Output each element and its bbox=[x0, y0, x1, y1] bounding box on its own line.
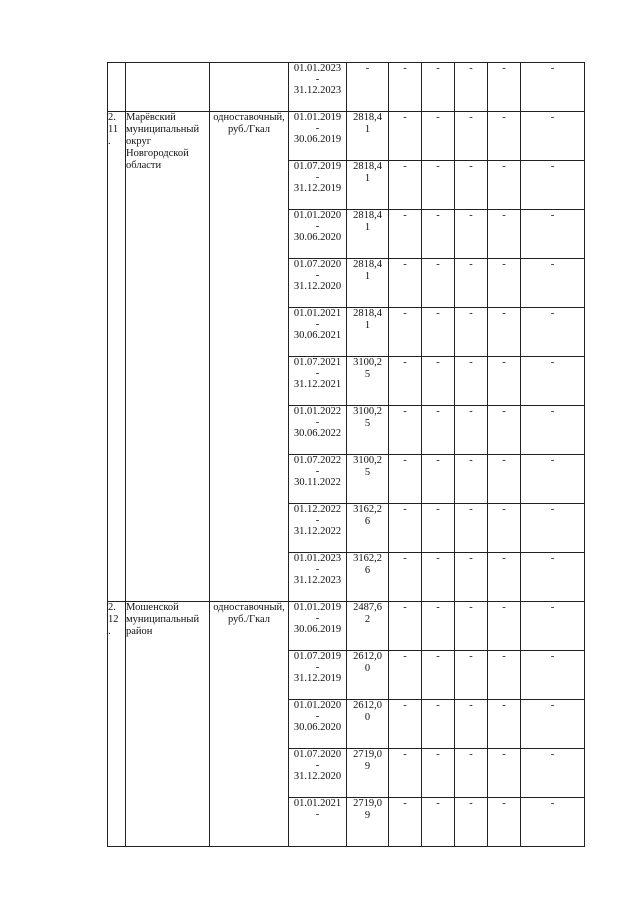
period-start: 01.01.2020 bbox=[293, 700, 342, 711]
empty-value-cell: - bbox=[389, 749, 422, 798]
tariff-value: 2612,0 0 bbox=[347, 651, 389, 700]
empty-value-cell: - bbox=[488, 504, 521, 553]
empty-value-cell: - bbox=[488, 651, 521, 700]
empty-value-cell: - bbox=[389, 455, 422, 504]
period-end: 30.06.2021 bbox=[293, 330, 342, 341]
period-cell bbox=[289, 455, 347, 504]
empty-value-cell: - bbox=[422, 308, 455, 357]
empty-value-cell: - bbox=[389, 308, 422, 357]
empty-value-cell: - bbox=[488, 455, 521, 504]
municipality-name: Марёвский муниципальный округ Новгородской области bbox=[126, 112, 210, 602]
period-start: 01.12.2022 bbox=[293, 504, 342, 515]
empty-value-cell: - bbox=[455, 455, 488, 504]
empty-value-cell: - bbox=[455, 210, 488, 259]
municipality-name bbox=[126, 63, 210, 112]
period-end: 31.12.2019 bbox=[293, 673, 342, 684]
period-sep: - bbox=[315, 613, 320, 624]
period-end: 31.12.2022 bbox=[293, 526, 342, 537]
empty-value-cell: - bbox=[422, 259, 455, 308]
period-start: 01.07.2019 bbox=[293, 161, 342, 172]
empty-value-cell: - bbox=[455, 553, 488, 602]
period-end: 30.06.2022 bbox=[293, 428, 342, 439]
period-end: 30.06.2020 bbox=[293, 722, 342, 733]
empty-value-cell: - bbox=[488, 161, 521, 210]
empty-value-cell: - bbox=[521, 112, 585, 161]
tariff-type bbox=[210, 63, 289, 112]
empty-value-cell: - bbox=[422, 798, 455, 847]
empty-value-cell: - bbox=[422, 651, 455, 700]
period-end: 30.06.2020 bbox=[293, 232, 342, 243]
period-end: 31.12.2023 bbox=[293, 85, 342, 96]
tariff-value: 2719,0 9 bbox=[347, 749, 389, 798]
empty-value-cell: - bbox=[422, 553, 455, 602]
empty-value-cell: - bbox=[422, 112, 455, 161]
empty-value-cell: - bbox=[521, 798, 585, 847]
empty-value-cell: - bbox=[422, 357, 455, 406]
period-sep: - bbox=[315, 564, 320, 575]
empty-value-cell: - bbox=[455, 749, 488, 798]
period-sep: - bbox=[315, 368, 320, 379]
empty-value-cell: - bbox=[389, 161, 422, 210]
empty-value-cell: - bbox=[521, 749, 585, 798]
period-start: 01.01.2019 bbox=[293, 602, 342, 613]
empty-value-cell: - bbox=[488, 308, 521, 357]
empty-value-cell: - bbox=[488, 553, 521, 602]
tariff-table bbox=[107, 62, 585, 847]
tariff-value: 2612,0 0 bbox=[347, 700, 389, 749]
period-sep: - bbox=[315, 123, 320, 134]
period-start: 01.01.2021 bbox=[293, 308, 342, 319]
empty-value-cell: - bbox=[389, 112, 422, 161]
period-cell bbox=[289, 112, 347, 161]
empty-value-cell: - bbox=[521, 602, 585, 651]
empty-value-cell: - bbox=[488, 112, 521, 161]
period-cell bbox=[289, 210, 347, 259]
period-cell bbox=[289, 798, 347, 847]
empty-value-cell: - bbox=[521, 700, 585, 749]
period-sep: - bbox=[315, 711, 320, 722]
tariff-value: - bbox=[347, 63, 389, 112]
period-end: 31.12.2020 bbox=[293, 281, 342, 292]
period-end: 31.12.2023 bbox=[293, 575, 342, 586]
empty-value-cell: - bbox=[389, 259, 422, 308]
empty-value-cell: - bbox=[521, 161, 585, 210]
tariff-value: 2818,4 1 bbox=[347, 259, 389, 308]
period-end: 30.06.2019 bbox=[293, 624, 342, 635]
empty-value-cell: - bbox=[389, 798, 422, 847]
period-cell bbox=[289, 357, 347, 406]
empty-value-cell: - bbox=[488, 700, 521, 749]
period-cell bbox=[289, 259, 347, 308]
empty-value-cell: - bbox=[521, 259, 585, 308]
empty-value-cell: - bbox=[488, 210, 521, 259]
period-cell bbox=[289, 553, 347, 602]
period-start: 01.01.2023 bbox=[293, 553, 342, 564]
period-start: 01.07.2020 bbox=[293, 749, 342, 760]
empty-value-cell: - bbox=[488, 406, 521, 455]
period-sep: - bbox=[315, 417, 320, 428]
empty-value-cell: - bbox=[389, 651, 422, 700]
empty-value-cell: - bbox=[389, 63, 422, 112]
period-sep: - bbox=[315, 270, 320, 281]
tariff-value: 2487,6 2 bbox=[347, 602, 389, 651]
tariff-value: 3100,2 5 bbox=[347, 406, 389, 455]
empty-value-cell: - bbox=[422, 210, 455, 259]
tariff-value: 3100,2 5 bbox=[347, 455, 389, 504]
period-start: 01.01.2021 bbox=[293, 798, 342, 809]
empty-value-cell: - bbox=[389, 406, 422, 455]
tariff-value: 2818,4 1 bbox=[347, 161, 389, 210]
empty-value-cell: - bbox=[521, 651, 585, 700]
empty-value-cell: - bbox=[422, 455, 455, 504]
empty-value-cell: - bbox=[455, 308, 488, 357]
empty-value-cell: - bbox=[521, 406, 585, 455]
period-end: 30.11.2022 bbox=[294, 477, 341, 488]
period-cell bbox=[289, 63, 347, 112]
period-cell bbox=[289, 651, 347, 700]
empty-value-cell: - bbox=[422, 504, 455, 553]
empty-value-cell: - bbox=[422, 406, 455, 455]
period-cell bbox=[289, 602, 347, 651]
period-end: 31.12.2019 bbox=[293, 183, 342, 194]
table-row bbox=[108, 112, 585, 161]
empty-value-cell: - bbox=[455, 112, 488, 161]
period-sep: - bbox=[315, 662, 320, 673]
tariff-value: 2818,4 1 bbox=[347, 112, 389, 161]
period-cell bbox=[289, 749, 347, 798]
empty-value-cell: - bbox=[455, 700, 488, 749]
period-start: 01.01.2023 bbox=[293, 63, 342, 74]
row-index bbox=[108, 63, 126, 112]
empty-value-cell: - bbox=[422, 700, 455, 749]
period-start: 01.07.2022 bbox=[293, 455, 342, 466]
empty-value-cell: - bbox=[455, 63, 488, 112]
period-end: 30.06.2019 bbox=[293, 134, 342, 145]
empty-value-cell: - bbox=[521, 455, 585, 504]
empty-value-cell: - bbox=[521, 357, 585, 406]
row-index: 2. 12 . bbox=[108, 602, 126, 847]
period-start: 01.07.2019 bbox=[293, 651, 342, 662]
period-cell bbox=[289, 308, 347, 357]
tariff-value: 2818,4 1 bbox=[347, 210, 389, 259]
empty-value-cell: - bbox=[455, 798, 488, 847]
empty-value-cell: - bbox=[422, 63, 455, 112]
empty-value-cell: - bbox=[455, 602, 488, 651]
period-start: 01.07.2020 bbox=[293, 259, 342, 270]
empty-value-cell: - bbox=[488, 749, 521, 798]
empty-value-cell: - bbox=[488, 259, 521, 308]
row-index: 2. 11 . bbox=[108, 112, 126, 602]
empty-value-cell: - bbox=[389, 700, 422, 749]
period-sep: - bbox=[315, 466, 320, 477]
table-row bbox=[108, 63, 585, 112]
period-start: 01.01.2019 bbox=[293, 112, 342, 123]
empty-value-cell: - bbox=[422, 161, 455, 210]
empty-value-cell: - bbox=[389, 553, 422, 602]
period-start: 01.07.2021 bbox=[293, 357, 342, 368]
empty-value-cell: - bbox=[488, 357, 521, 406]
empty-value-cell: - bbox=[488, 798, 521, 847]
empty-value-cell: - bbox=[521, 504, 585, 553]
period-cell bbox=[289, 161, 347, 210]
empty-value-cell: - bbox=[455, 651, 488, 700]
period-sep: - bbox=[315, 221, 320, 232]
empty-value-cell: - bbox=[455, 161, 488, 210]
tariff-type: одноставочный, руб./Гкал bbox=[210, 112, 289, 602]
tariff-value: 3162,2 6 bbox=[347, 553, 389, 602]
empty-value-cell: - bbox=[521, 63, 585, 112]
period-sep: - bbox=[315, 760, 320, 771]
period-sep: - bbox=[315, 319, 320, 330]
empty-value-cell: - bbox=[455, 357, 488, 406]
municipality-name: Мошенской муниципальный район bbox=[126, 602, 210, 847]
period-sep: - bbox=[315, 172, 320, 183]
empty-value-cell: - bbox=[422, 602, 455, 651]
period-sep: - bbox=[315, 515, 320, 526]
empty-value-cell: - bbox=[455, 406, 488, 455]
tariff-value: 3162,2 6 bbox=[347, 504, 389, 553]
empty-value-cell: - bbox=[488, 63, 521, 112]
empty-value-cell: - bbox=[521, 308, 585, 357]
tariff-value: 2818,4 1 bbox=[347, 308, 389, 357]
period-end: 31.12.2021 bbox=[293, 379, 342, 390]
empty-value-cell: - bbox=[455, 504, 488, 553]
period-end: 31.12.2020 bbox=[293, 771, 342, 782]
period-cell bbox=[289, 700, 347, 749]
period-start: 01.01.2020 bbox=[293, 210, 342, 221]
empty-value-cell: - bbox=[455, 259, 488, 308]
empty-value-cell: - bbox=[389, 602, 422, 651]
period-sep: - bbox=[315, 809, 320, 820]
tariff-value: 2719,0 9 bbox=[347, 798, 389, 847]
period-start: 01.01.2022 bbox=[293, 406, 342, 417]
empty-value-cell: - bbox=[389, 210, 422, 259]
table-body bbox=[108, 63, 585, 847]
period-cell bbox=[289, 406, 347, 455]
period-cell bbox=[289, 504, 347, 553]
empty-value-cell: - bbox=[488, 602, 521, 651]
empty-value-cell: - bbox=[521, 210, 585, 259]
empty-value-cell: - bbox=[422, 749, 455, 798]
tariff-type: одноставочный, руб./Гкал bbox=[210, 602, 289, 847]
table-row bbox=[108, 602, 585, 651]
empty-value-cell: - bbox=[389, 504, 422, 553]
period-sep: - bbox=[315, 74, 320, 85]
tariff-value: 3100,2 5 bbox=[347, 357, 389, 406]
empty-value-cell: - bbox=[389, 357, 422, 406]
empty-value-cell: - bbox=[521, 553, 585, 602]
